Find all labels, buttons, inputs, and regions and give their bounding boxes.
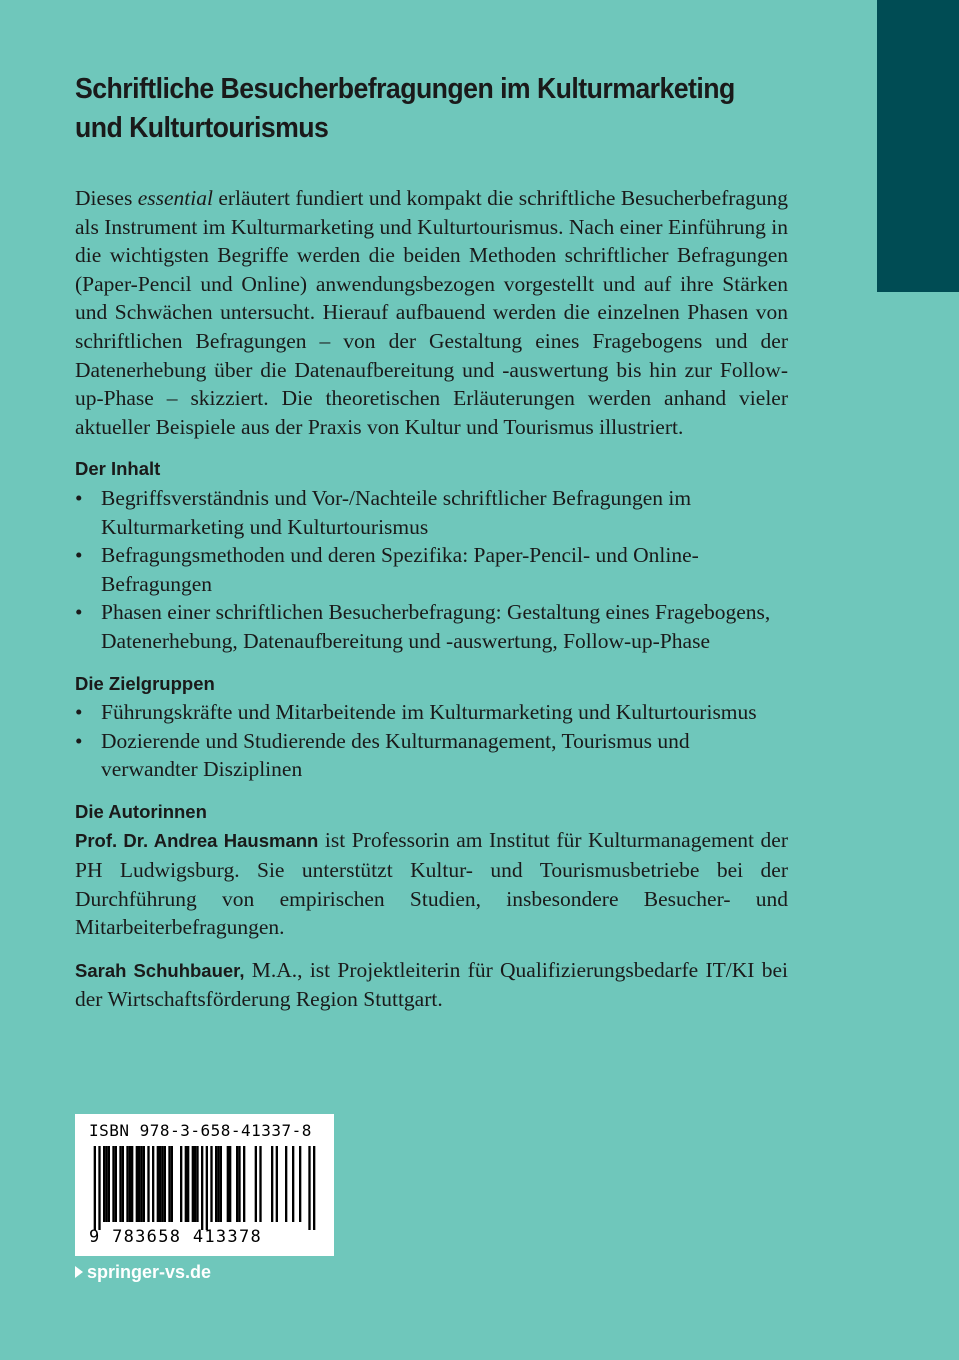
barcode-bar (94, 1146, 96, 1230)
author1-name: Prof. Dr. Andrea Hausmann (75, 830, 319, 852)
barcode-bar (215, 1146, 217, 1222)
barcode-bar (164, 1146, 166, 1222)
author2-bio: M.A., ist Projektleiterin für Qualifizierungsbedarfe IT/KI bei der Wirtschaftsförderung Region Stuttgart. (75, 957, 788, 1012)
barcode-bar (171, 1146, 173, 1222)
publisher-label: springer-vs.de (87, 1262, 212, 1282)
intro-paragraph (75, 184, 788, 441)
barcode-bar (227, 1146, 229, 1222)
barcode-bar (152, 1146, 154, 1222)
barcode-icon (89, 1146, 320, 1230)
isbn-label: ISBN 978-3-658-41337-8 (89, 1121, 312, 1140)
barcode-bar (112, 1146, 114, 1222)
author1-paragraph (75, 826, 788, 941)
author1-bio: ist Professorin am Institut für Kulturmanagement der PH Ludwigsburg. Sie unterstützt Kultur- und Tourismusbetriebe bei der Durchführung von empirischen Studien, insbesondere Besucher- und Mitarbeiterbefragungen. (75, 828, 788, 940)
barcode-bar (105, 1146, 107, 1222)
isbn-digits: 9 783658 413378 (89, 1227, 263, 1247)
barcode-bar (285, 1146, 287, 1222)
barcode-bar (308, 1146, 310, 1230)
barcode-bar (126, 1146, 128, 1222)
inhalt-heading: Der Inhalt (75, 458, 161, 480)
barcode-bar (119, 1146, 121, 1222)
barcode-bar (115, 1146, 117, 1222)
barcode-bar (136, 1146, 138, 1222)
zielgruppen-list (75, 698, 788, 784)
back-cover-content (75, 70, 788, 1014)
intro-emphasis: essential (137, 186, 213, 210)
inhalt-item: • Befragungsmethoden und deren Spezifika: Paper-Pencil- und Online-Befragungen (75, 541, 788, 598)
inhalt-item: • Begriffsverständnis und Vor-/Nachteile schriftlicher Befragungen im Kulturmarketing und Kulturtourismus (75, 484, 788, 541)
barcode-bar (129, 1146, 131, 1222)
barcode-bar (206, 1146, 208, 1230)
barcode-bar (103, 1146, 105, 1222)
arrow-right-icon (75, 1266, 83, 1278)
barcode-bar (140, 1146, 142, 1222)
inhalt-item: • Phasen einer schriftlichen Besucherbefragung: Gestaltung eines Fragebogens, Datenerhebung, Datenaufbereitung und -auswertung, Follow-up-Phase (75, 598, 788, 655)
barcode-bar (271, 1146, 273, 1222)
barcode-bar (159, 1146, 161, 1222)
barcode-bar (255, 1146, 257, 1222)
barcode-bar (138, 1146, 140, 1222)
barcode-bar (243, 1146, 245, 1222)
barcode-bar (238, 1146, 240, 1222)
zielgruppen-heading: Die Zielgruppen (75, 672, 215, 694)
barcode-bar (276, 1146, 278, 1222)
barcode-bar (210, 1146, 212, 1222)
barcode-bar (143, 1146, 145, 1222)
barcode-bar (194, 1146, 196, 1222)
barcode-bar (187, 1146, 189, 1222)
barcode-bar (196, 1146, 198, 1222)
zielgruppen-item: • Dozierende und Studierende des Kulturmanagement, Tourismus und verwandter Disziplinen (75, 727, 788, 784)
barcode-bar (192, 1146, 194, 1222)
zielgruppen-item: • Führungskräfte und Mitarbeitende im Kulturmarketing und Kulturtourismus (75, 698, 788, 727)
barcode-bar (217, 1146, 219, 1222)
barcode-bar (122, 1146, 124, 1222)
barcode-bar (108, 1146, 110, 1222)
author2-name: Sarah Schuhbauer, (75, 959, 245, 981)
autorinnen-heading: Die Autorinnen (75, 800, 207, 822)
barcode-bar (131, 1146, 133, 1222)
barcode-bar (292, 1146, 294, 1222)
barcode-bar (147, 1146, 149, 1222)
barcode-bar (201, 1146, 203, 1230)
inhalt-list (75, 484, 788, 656)
intro-rest: erläutert fundiert und kompakt die schriftliche Besucherbefragung als Instrument im Kulturmarketing und Kulturtourismus. Nach einer Einführung in die wichtigsten Begriffe werden die beiden Methoden schriftlicher Befragungen (Paper-Pencil und Online) anwendungsbezogen vorgestellt und auf ihre Stärken und Schwächen untersucht. Hierauf aufbauend werden die einzelnen Phasen von schriftlichen Befragungen – von der Gestaltung eines Fragebogens und der Datenerhebung über die Datenaufbereitung und -auswertung bis hin zur Follow-up-Phase – skizziert. Die theoretischen Erläuterungen werden anhand vieler aktueller Beispiele aus der Praxis von Kultur und Tourismus illustriert. (75, 186, 788, 439)
barcode-bar (161, 1146, 163, 1222)
barcode-bar (299, 1146, 301, 1222)
barcode-bar (236, 1146, 238, 1222)
barcode-bar (157, 1146, 159, 1222)
barcode-bar (98, 1146, 100, 1230)
intro-lead: Dieses (75, 186, 138, 210)
barcode-bar (180, 1146, 182, 1222)
publisher-link[interactable] (75, 1262, 211, 1283)
barcode-bar (185, 1146, 187, 1222)
barcode-bar (313, 1146, 315, 1230)
barcode-bar (168, 1146, 170, 1222)
corner-accent-bar (877, 0, 959, 292)
barcode-bar (259, 1146, 261, 1222)
barcode-bar (220, 1146, 222, 1222)
author2-paragraph (75, 956, 788, 1014)
book-title: Schriftliche Besucherbefragungen im Kulturmarketing und Kulturtourismus (75, 73, 735, 144)
barcode-bar (229, 1146, 231, 1222)
isbn-barcode-box (75, 1114, 334, 1256)
